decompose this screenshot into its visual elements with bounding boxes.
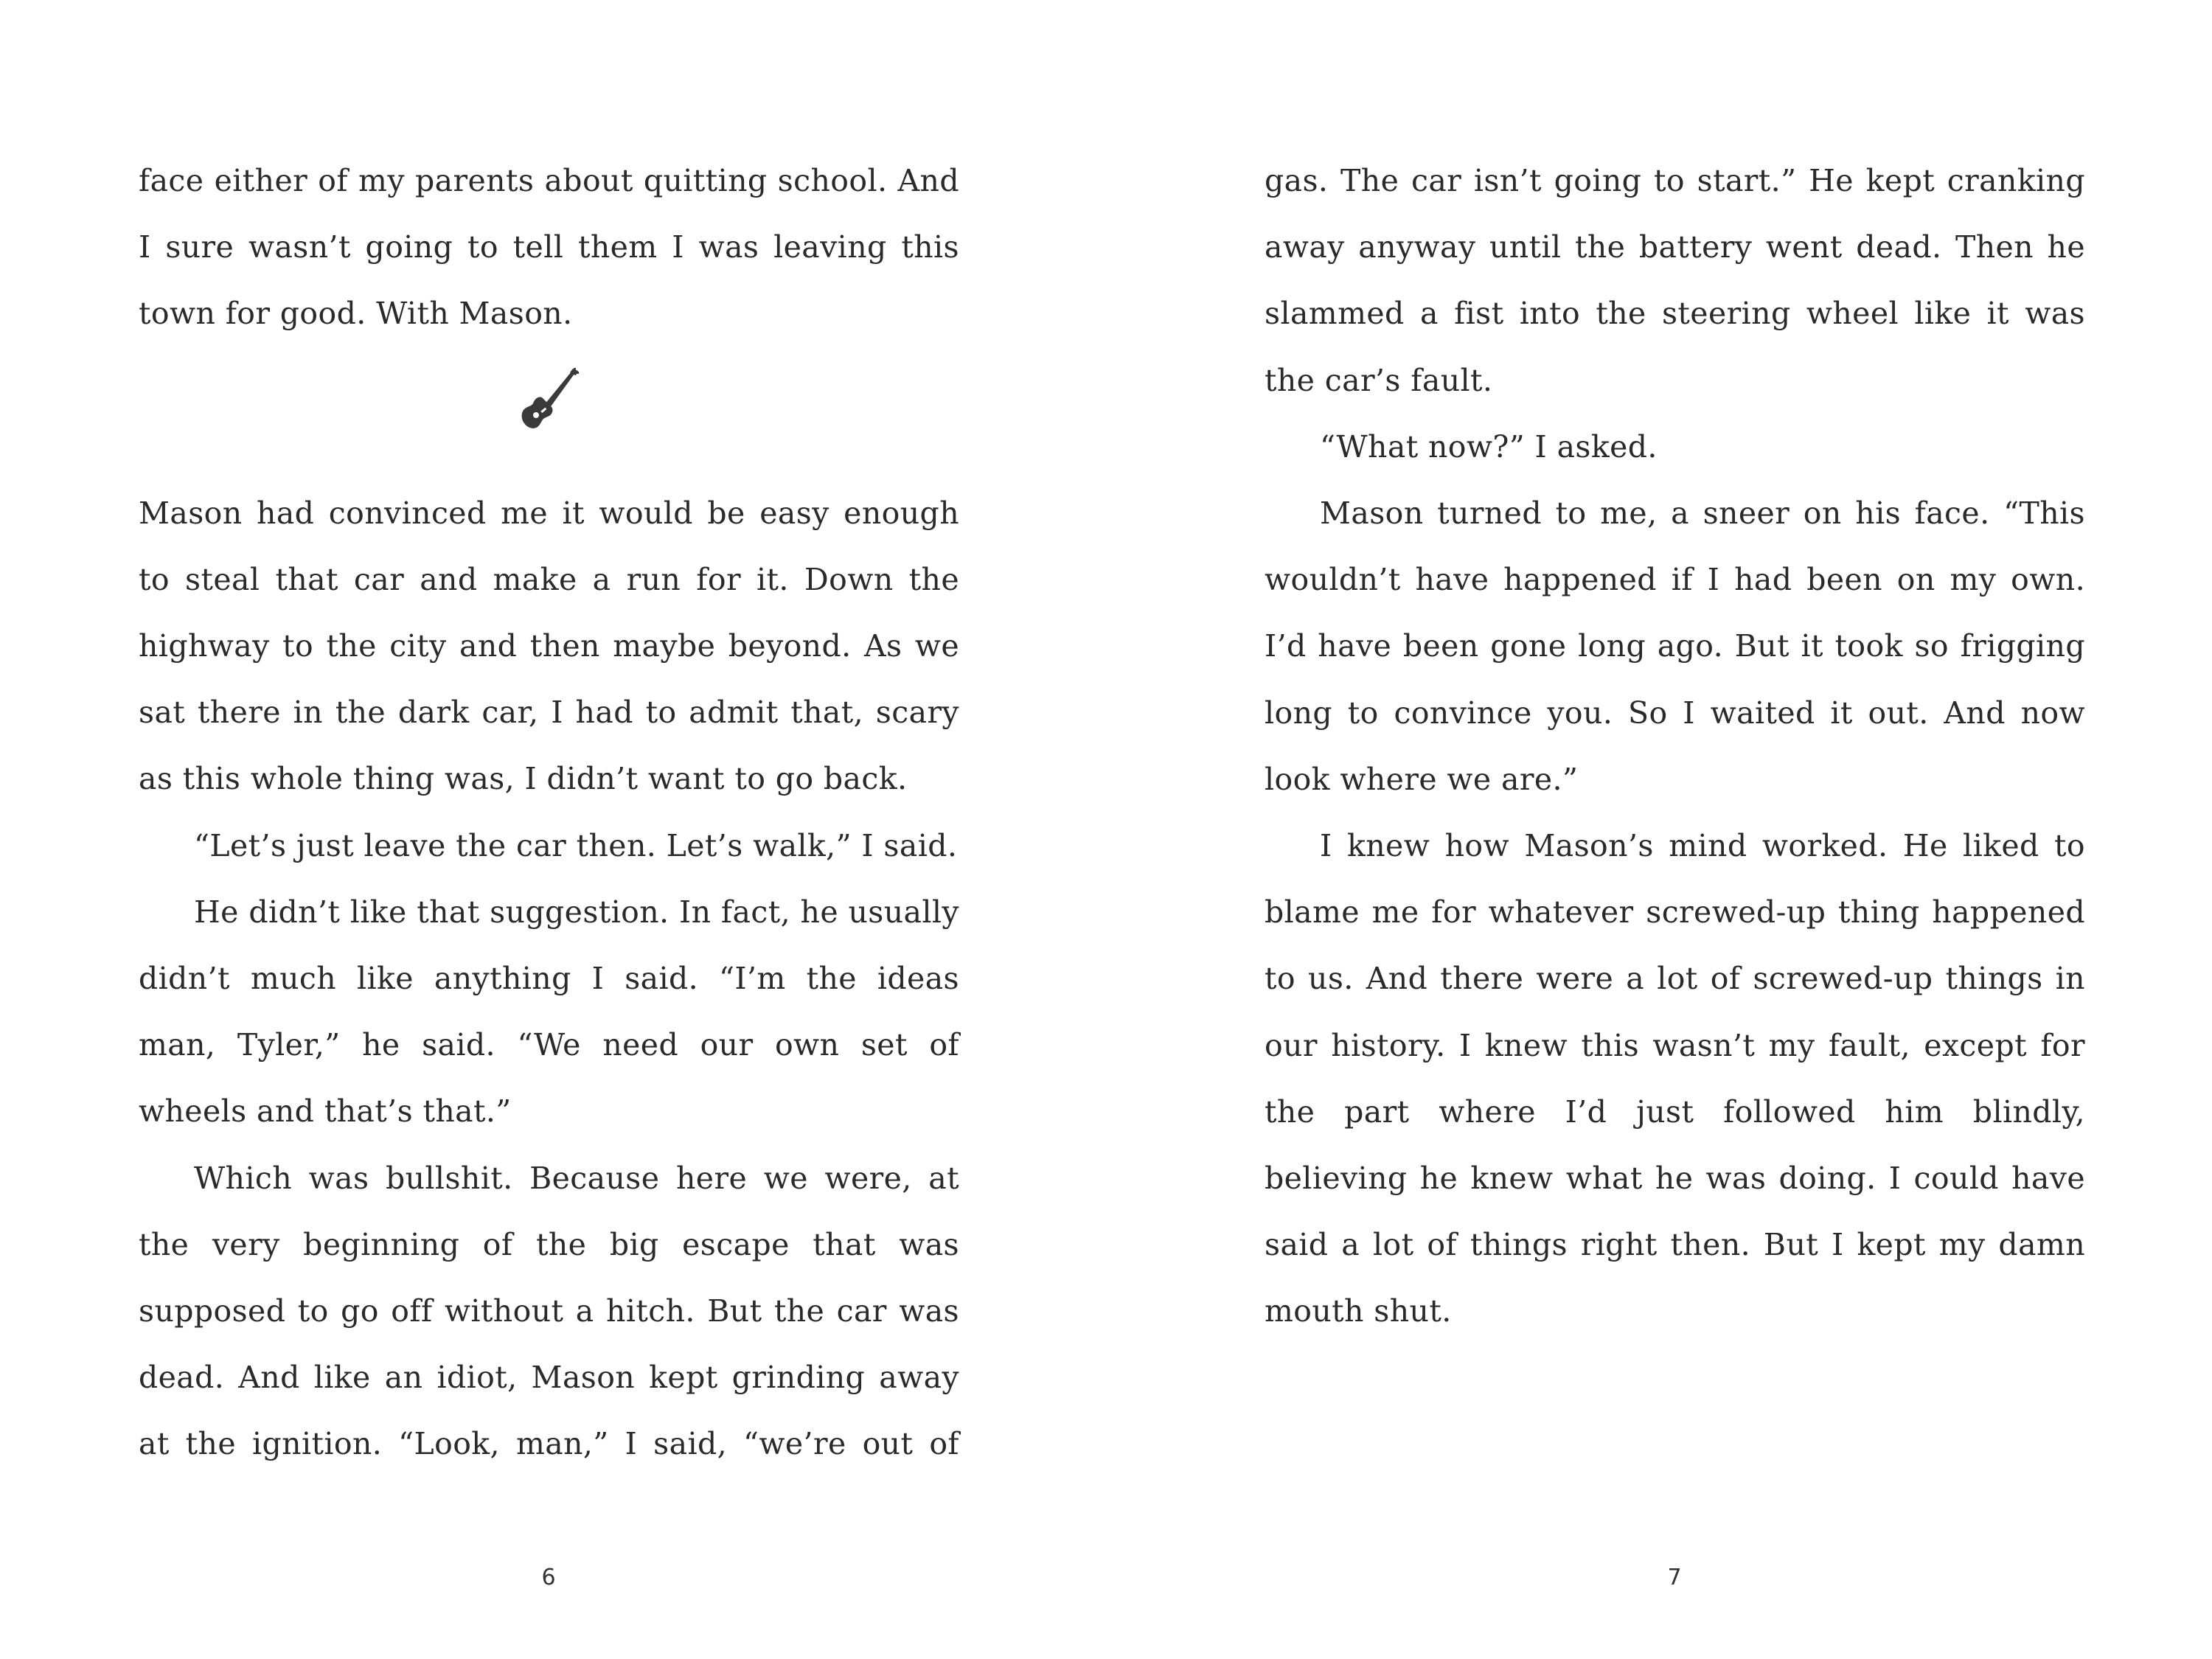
right-page-text	[1265, 147, 2085, 1345]
paragraph: He didn’t like that suggestion. In fact, he usually didn’t much like anything I said. “I’m the ideas man, Tyler,” he said. “We need our own set of wheels and that’s that.”	[139, 894, 959, 1130]
paragraph: Mason turned to me, a sneer on his face. “This wouldn’t have happened if I had been on my own. I’d have been gone long ago. But it took so frigging long to convince you. So I waited it out. And now look where we are.”	[1265, 495, 2085, 797]
right-page	[1106, 0, 2212, 1659]
left-page-text	[139, 147, 959, 1478]
paragraph: “What now?” I asked.	[1320, 428, 1658, 465]
paragraph: Which was bullshit. Because here we were, at the very beginning of the big escape that was supposed to go off without a hitch. But the car was dead. And like an idiot, Mason kept grinding away at the ignition. “Look, man,” I said, “we’re out of	[139, 1160, 959, 1462]
guitar-icon	[520, 368, 579, 430]
paragraph: I knew how Mason’s mind worked. He liked to blame me for whatever screwed-up thing happened to us. And there were a lot of screwed-up things in our history. I knew this wasn’t my fault, except for the part where I’d just followed him blindly, believing he knew what he was doing. I could have said a lot of things right then. But I kept my damn mouth shut.	[1265, 828, 2085, 1329]
page-number: 6	[541, 1565, 556, 1590]
paragraph: face either of my parents about quitting school. And I sure wasn’t going to tell them I was leaving this town for good. With Mason.	[139, 163, 959, 332]
paragraph: “Let’s just leave the car then. Let’s walk,” I said.	[194, 827, 958, 863]
page-number: 7	[1667, 1565, 1682, 1590]
section-break	[139, 347, 959, 480]
paragraph: Mason had convinced me it would be easy enough to steal that car and make a run for it. Down the highway to the city and then maybe beyond. As we sat there in the dark car, I had to admit that, scary as this whole thing was, I didn’t want to go back.	[139, 495, 959, 797]
paragraph: gas. The car isn’t going to start.” He kept cranking away anyway until the battery went dead. Then he slammed a fist into the steering wheel like it was the car’s fault.	[1265, 163, 2085, 398]
